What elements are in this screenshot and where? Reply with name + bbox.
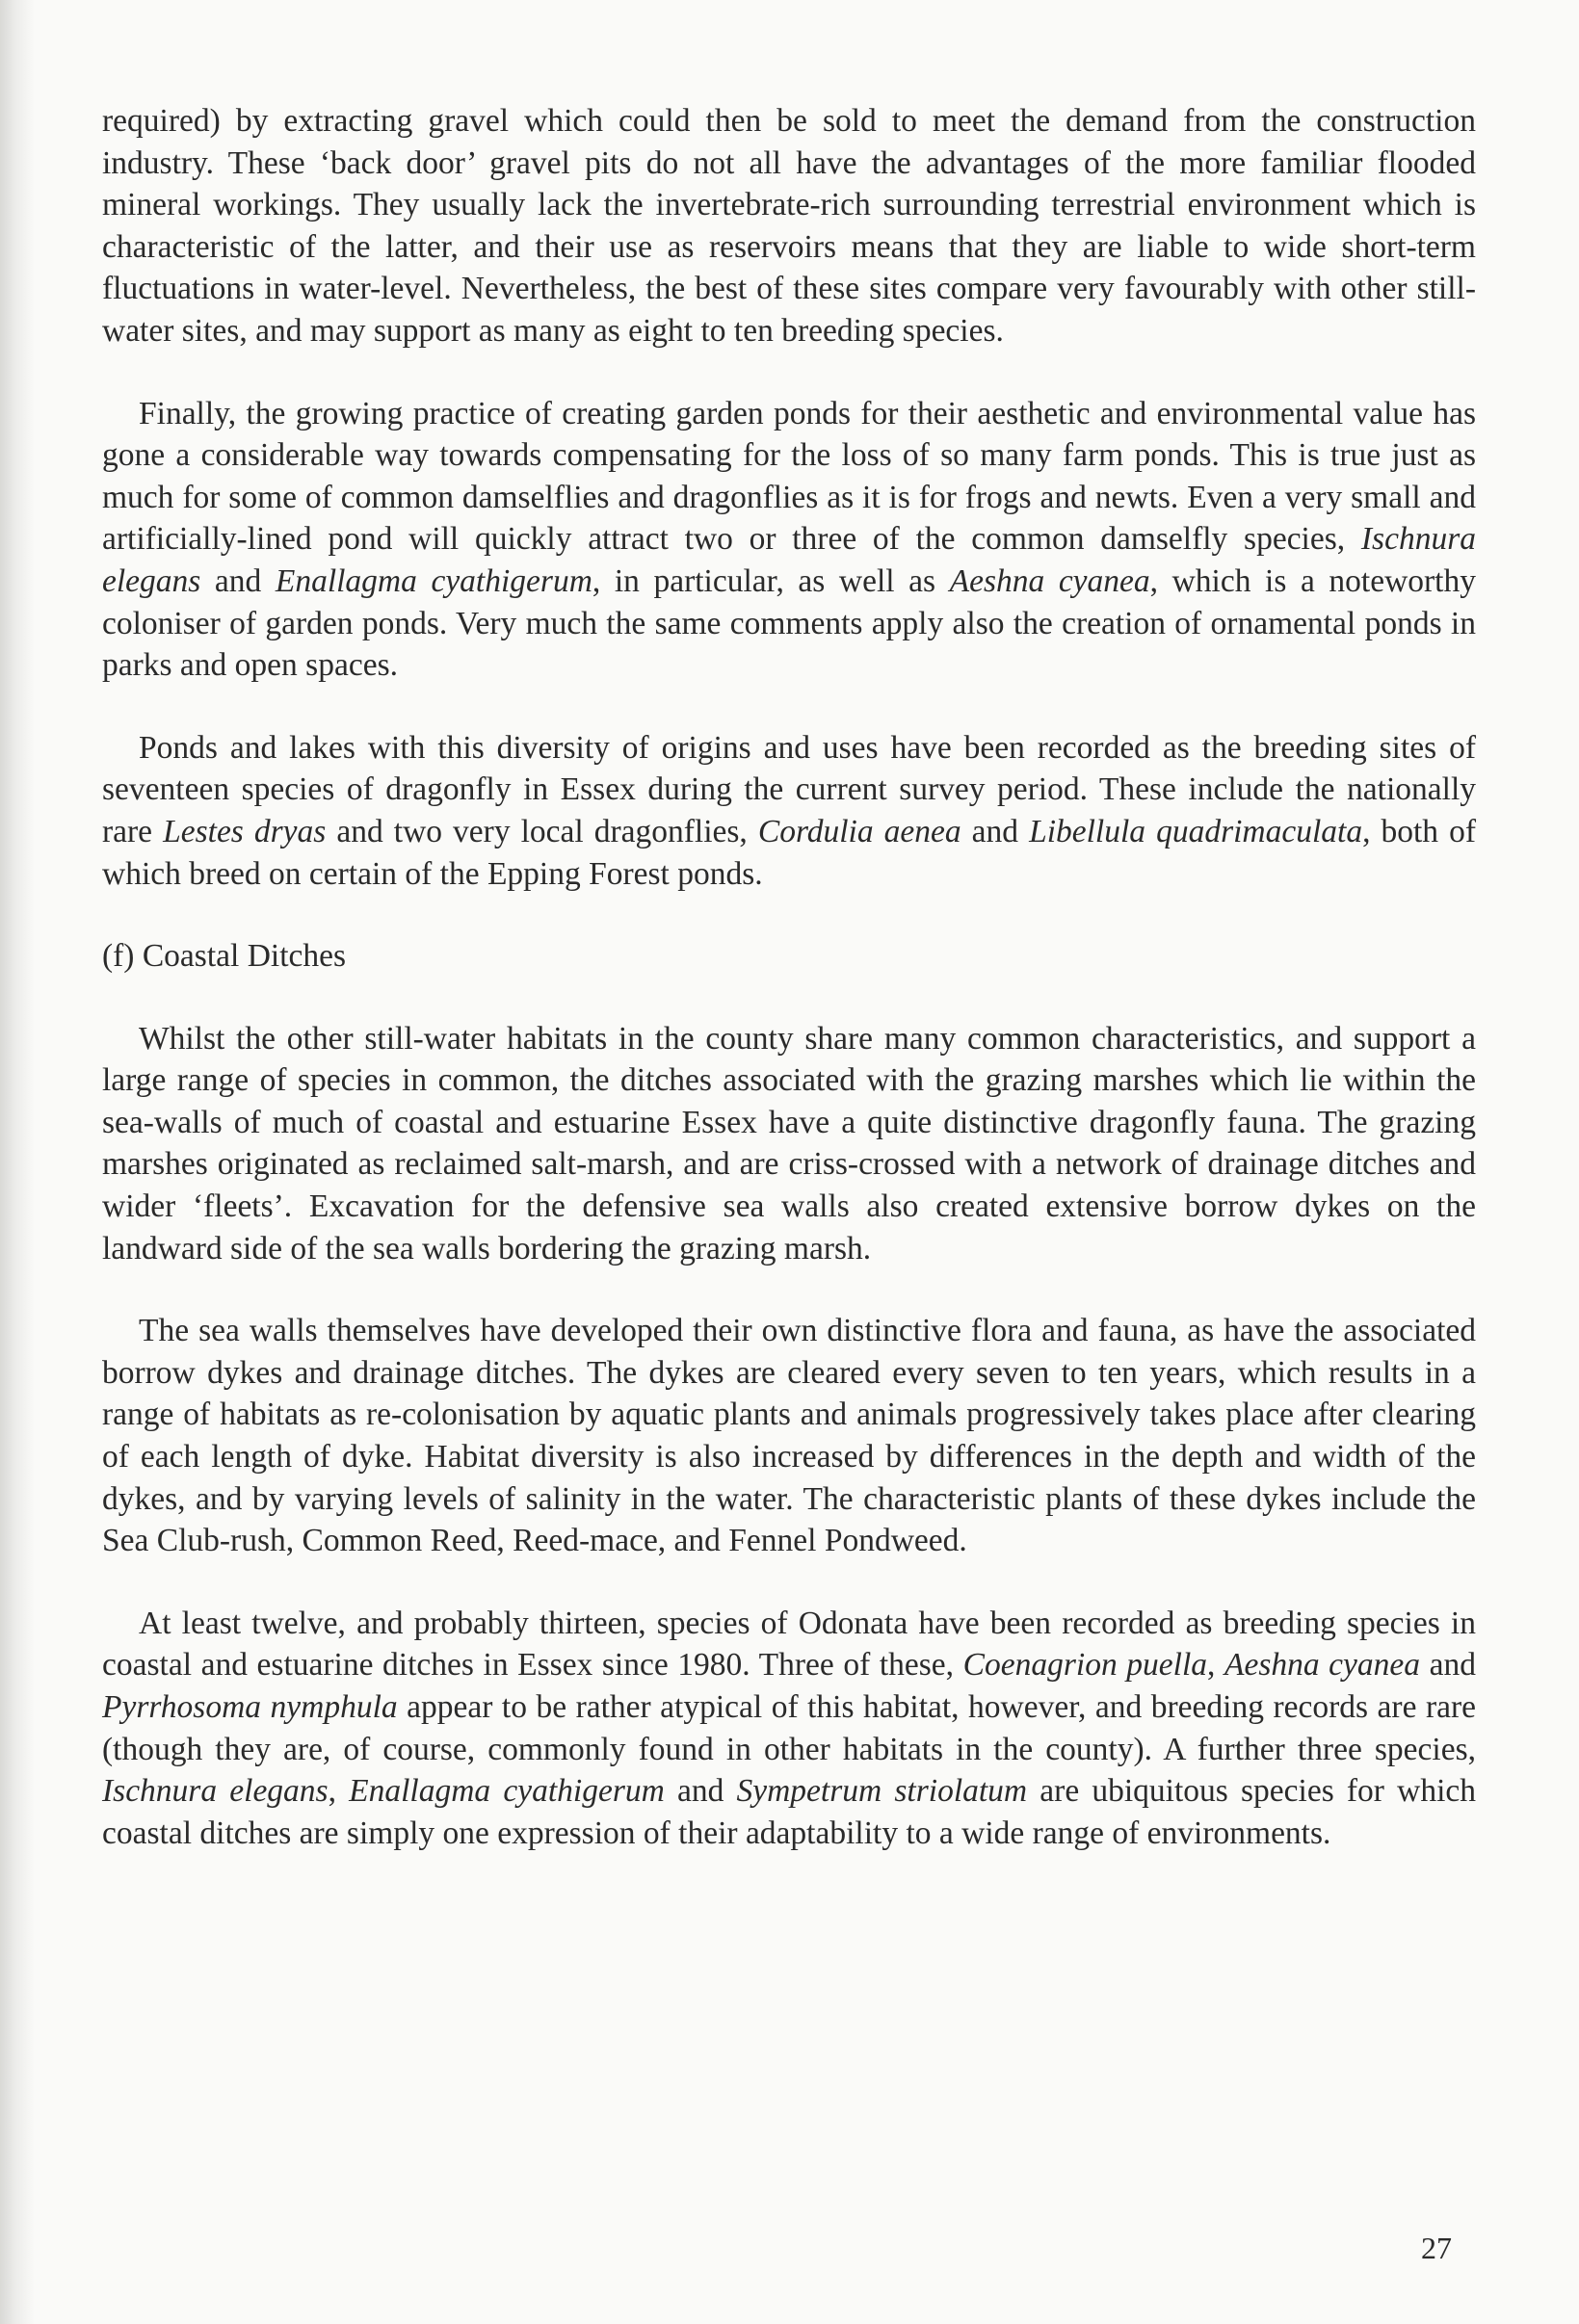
page-number: 27 [1421,2231,1452,2265]
paragraph-odonata-species: At least twelve, and probably thirteen, species of Odonata have been recorded as breeding species in coastal and estuarine ditches in Essex since 1980. Three of these, Coenagrion puella, Aeshna cyanea and Pyrrhosoma nymphula appear to be rather atypical of this habitat, however, and breeding records are rare (though they are, of course, commonly found in other habitats in the county). A further three species, Ischnura elegans, Enallagma cyathigerum and Sympetrum striolatum are ubiquitous species for which coastal ditches are simply one expression of their adaptability to a wide range of environments. [102,1605,1476,1851]
paragraph-gravel-pits: required) by extracting gravel which could then be sold to meet the demand from the construction industry. These ‘back door’ gravel pits do not all have the advantages of the more familiar flooded mineral workings. They usually lack the invertebrate-rich surrounding terrestrial environment which is characteristic of the latter, and their use as reservoirs means that they are liable to wide short-term fluctuations in water-level. Nevertheless, the best of these sites compare very favourably with other still-water sites, and may support as many as eight to ten breeding species. [102,103,1476,349]
paragraph-coastal-ditches: Whilst the other still-water habitats in the county share many common characteristics, and support a large range of species in common, the ditches associated with the grazing marshes which lie within the sea-walls of much of coastal and estuarine Essex have a quite distinctive dragonfly fauna. The grazing marshes originated as reclaimed salt-marsh, and are criss-crossed with a network of drainage ditches and wider ‘fleets’. Excavation for the defensive sea walls also created extensive borrow dykes on the landward side of the sea walls bordering the grazing marsh. [102,1020,1476,1266]
section-heading: (f) Coastal Ditches [102,938,347,975]
paragraph-garden-ponds: Finally, the growing practice of creating garden ponds for their aesthetic and environmental value has gone a considerable way towards compensating for the loss of so many farm ponds. This is true just as much for some of common damselflies and dragonflies as it is for frogs and newts. Even a very small and artificially-lined pond will quickly attract two or three of the common damselfly species, Ischnura elegans and Enallagma cyathigerum, in particular, as well as Aeshna cyanea, which is a noteworthy coloniser of garden ponds. Very much the same comments apply also the creation of ornamental ponds in parks and open spaces. [102,395,1476,684]
page-edge-shadow [0,0,35,2324]
page-body [102,100,1476,1894]
paragraph-sea-walls: The sea walls themselves have developed their own distinctive flora and fauna, as have the associated borrow dykes and drainage ditches. The dykes are cleared every seven to ten years, which results in a range of habitats as re-colonisation by aquatic plants and animals progressively takes place after clearing of each length of dyke. Habitat diversity is also increased by differences in the depth and width of the dykes, and by varying levels of salinity in the water. The characteristic plants of these dykes include the Sea Club-rush, Common Reed, Reed-mace, and Fennel Pondweed. [102,1313,1476,1559]
paragraph-ponds-lakes: Ponds and lakes with this diversity of origins and uses have been recorded as the breeding sites of seventeen species of dragonfly in Essex during the current survey period. These include the nationally rare Lestes dryas and two very local dragonflies, Cordulia aenea and Libellula quadrimaculata, both of which breed on certain of the Epping Forest ponds. [102,729,1476,892]
